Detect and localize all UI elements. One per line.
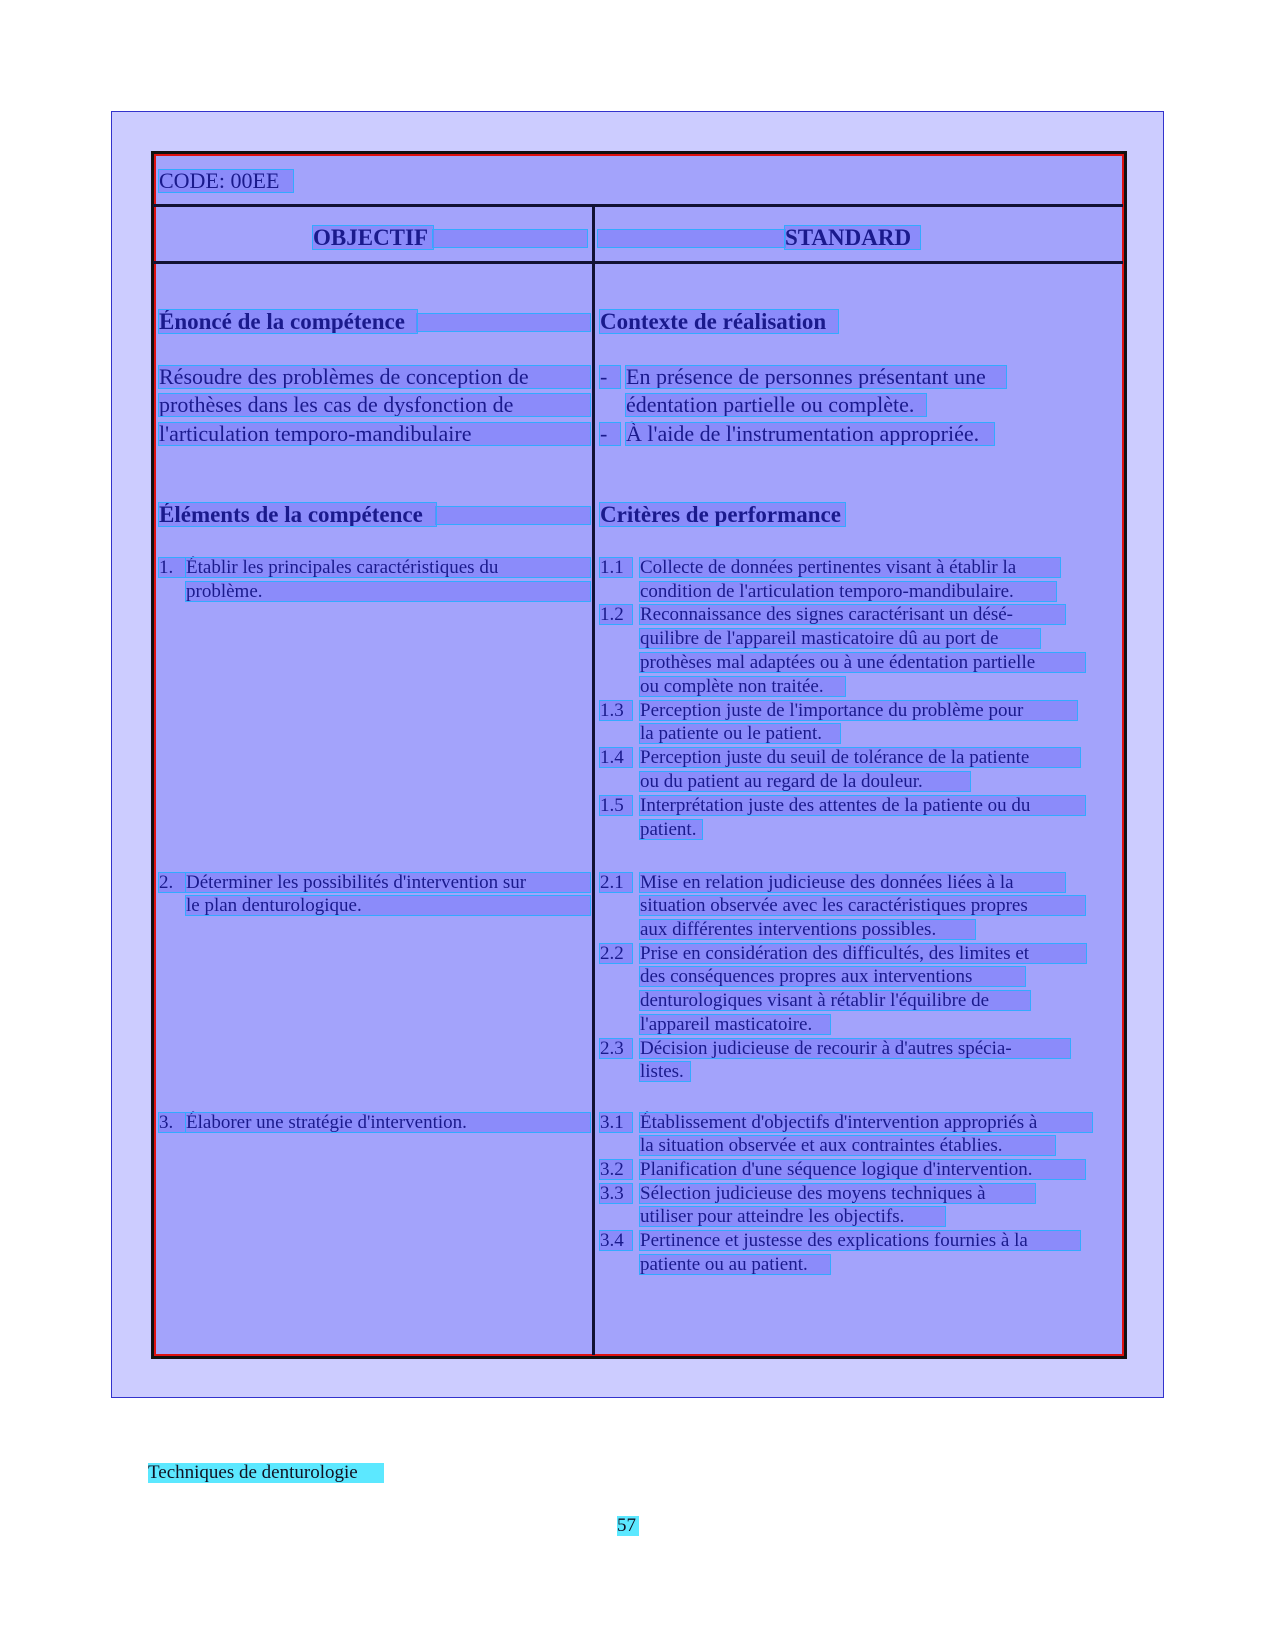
row-guide <box>436 507 590 524</box>
column-divider <box>592 205 595 1355</box>
program-title: Techniques de denturologie <box>148 1463 384 1483</box>
element-line: Établir les principales caractéristiques du <box>186 558 590 577</box>
row-guide <box>417 314 590 331</box>
critere-number: 1.2 <box>600 605 632 624</box>
element-number: 1. <box>159 558 185 577</box>
page-number: 57 <box>617 1516 639 1536</box>
critere-line: denturologiques visant à rétablir l'équilibre de <box>640 991 1030 1010</box>
contexte-line: À l'aide de l'instrumentation appropriée. <box>626 423 994 445</box>
critere-line: situation observée avec les caractéristiques propres <box>640 896 1085 915</box>
critere-line: listes. <box>640 1062 690 1081</box>
enonce-line: Résoudre des problèmes de conception de <box>159 366 590 388</box>
critere-line: Collecte de données pertinentes visant à établir la <box>640 558 1060 577</box>
critere-line: ou complète non traitée. <box>640 677 845 696</box>
critere-number: 1.4 <box>600 748 632 767</box>
critere-line: Interprétation juste des attentes de la patiente ou du <box>640 796 1085 815</box>
header-rule-bottom <box>153 261 1123 264</box>
column-header-underline <box>598 230 785 247</box>
contexte-bullet: - <box>600 423 620 445</box>
element-line: Élaborer une stratégie d'intervention. <box>186 1113 590 1132</box>
critere-line: la patiente ou le patient. <box>640 724 840 743</box>
critere-number: 1.1 <box>600 558 632 577</box>
enonce-line: prothèses dans les cas de dysfonction de <box>159 394 590 416</box>
critere-number: 2.2 <box>600 944 632 963</box>
enonce-line: l'articulation temporo-mandibulaire <box>159 423 590 445</box>
critere-line: Pertinence et justesse des explications fournies à la <box>640 1231 1080 1250</box>
critere-line: Établissement d'objectifs d'intervention appropriés à <box>640 1113 1092 1132</box>
critere-line: aux différentes interventions possibles. <box>640 920 975 939</box>
critere-line: quilibre de l'appareil masticatoire dû au port de <box>640 629 1040 648</box>
code-label: CODE: 00EE <box>159 170 293 192</box>
contexte-bullet: - <box>600 366 620 388</box>
critere-number: 1.3 <box>600 701 632 720</box>
critere-number: 3.2 <box>600 1160 632 1179</box>
critere-line: Perception juste de l'importance du problème pour <box>640 701 1077 720</box>
element-line: le plan denturologique. <box>186 896 590 915</box>
element-number: 2. <box>159 873 185 892</box>
column-header-objectif: OBJECTIF <box>313 226 433 249</box>
critere-line: patiente ou au patient. <box>640 1255 830 1274</box>
contexte-line: En présence de personnes présentant une <box>626 366 1006 388</box>
critere-number: 2.1 <box>600 873 632 892</box>
element-number: 3. <box>159 1113 185 1132</box>
critere-line: la situation observée et aux contraintes établies. <box>640 1136 1055 1155</box>
criteres-heading: Critères de performance <box>600 503 845 526</box>
critere-number: 2.3 <box>600 1039 632 1058</box>
column-header-underline <box>433 230 587 247</box>
critere-number: 3.3 <box>600 1184 632 1203</box>
critere-line: l'appareil masticatoire. <box>640 1015 830 1034</box>
critere-line: Reconnaissance des signes caractérisant un désé- <box>640 605 1065 624</box>
critere-line: ou du patient au regard de la douleur. <box>640 772 970 791</box>
element-line: problème. <box>186 582 590 601</box>
contexte-line: édentation partielle ou complète. <box>626 394 926 416</box>
critere-number: 3.1 <box>600 1113 632 1132</box>
elements-heading: Éléments de la compétence <box>159 503 436 526</box>
element-line: Déterminer les possibilités d'intervention sur <box>186 873 590 892</box>
critere-line: patient. <box>640 820 702 839</box>
critere-line: Sélection judicieuse des moyens techniques à <box>640 1184 1035 1203</box>
critere-number: 1.5 <box>600 796 632 815</box>
critere-number: 3.4 <box>600 1231 632 1250</box>
column-header-standard: STANDARD <box>785 226 920 249</box>
critere-line: condition de l'articulation temporo-mandibulaire. <box>640 582 1056 601</box>
critere-line: Mise en relation judicieuse des données liées à la <box>640 873 1065 892</box>
critere-line: Prise en considération des difficultés, des limites et <box>640 944 1086 963</box>
enonce-heading: Énoncé de la compétence <box>159 310 417 333</box>
critere-line: Décision judicieuse de recourir à d'autres spécia- <box>640 1039 1070 1058</box>
critere-line: Planification d'une séquence logique d'intervention. <box>640 1160 1085 1179</box>
critere-line: utiliser pour atteindre les objectifs. <box>640 1207 945 1226</box>
critere-line: Perception juste du seuil de tolérance de la patiente <box>640 748 1080 767</box>
header-rule-top <box>153 204 1123 207</box>
contexte-heading: Contexte de réalisation <box>600 310 838 333</box>
critere-line: des conséquences propres aux interventions <box>640 967 1025 986</box>
critere-line: prothèses mal adaptées ou à une édentation partielle <box>640 653 1085 672</box>
